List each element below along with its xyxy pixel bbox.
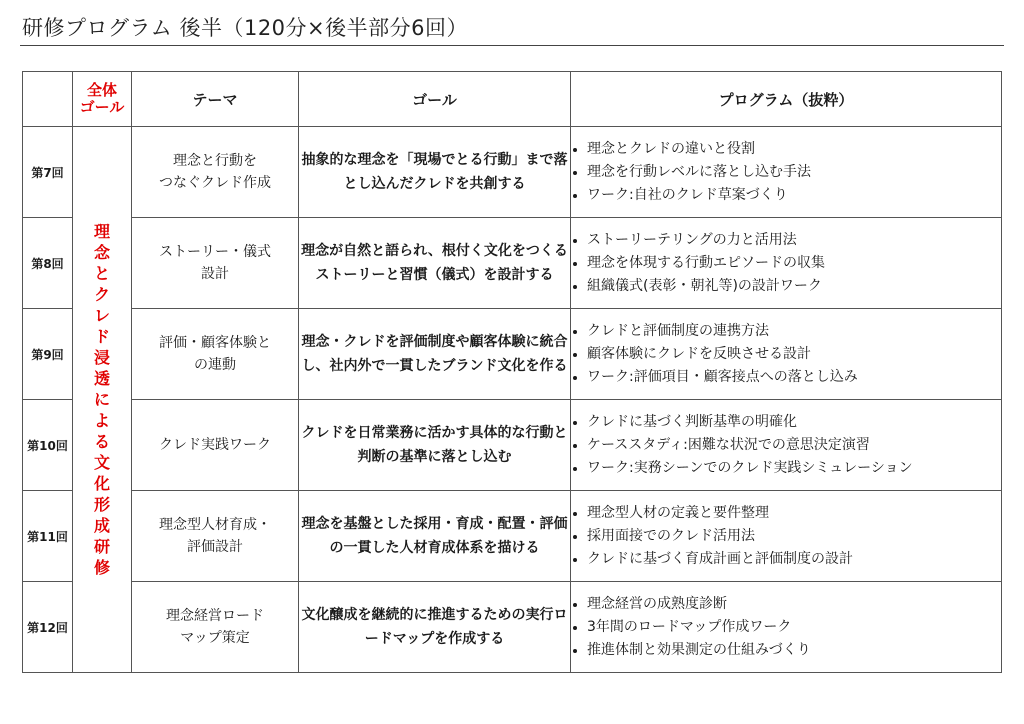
goal-cell: 理念が自然と語られ、根付く文化をつくるストーリーと習慣（儀式）を設計する: [299, 218, 571, 309]
session-number: 第7回: [23, 127, 73, 218]
program-cell: [571, 218, 1002, 309]
goal-cell: クレドを日常業務に活かす具体的な行動と判断の基準に落とし込む: [299, 400, 571, 491]
theme-cell: 理念型人材育成・ 評価設計: [132, 491, 299, 582]
program-list-item: • ワーク:実務シーンでのクレド実践シミュレーション: [587, 457, 1001, 480]
program-list-item: • ワーク:評価項目・顧客接点への落とし込み: [587, 366, 1001, 389]
overall-goal-text: 理念とクレド浸透による文化形成研修: [93, 222, 110, 577]
program-list-item: • 推進体制と効果測定の仕組みづくり: [587, 639, 1001, 662]
program-list: [571, 320, 1001, 389]
header-theme: テーマ: [132, 72, 299, 127]
program-list-item: • 理念経営の成熟度診断: [587, 593, 1001, 616]
program-list: [571, 593, 1001, 662]
program-list-item: • クレドに基づく判断基準の明確化: [587, 411, 1001, 434]
theme-cell: 理念経営ロード マップ策定: [132, 582, 299, 673]
header-overall-goal: [73, 72, 132, 127]
table-header-row: [23, 72, 1002, 127]
session-number: 第12回: [23, 582, 73, 673]
overall-goal-cell: [73, 127, 132, 673]
program-list-item: • 理念とクレドの違いと役割: [587, 138, 1001, 161]
goal-cell: 文化醸成を継続的に推進するための実行ロードマップを作成する: [299, 582, 571, 673]
program-table: [22, 71, 1002, 673]
header-session-corner: [23, 72, 73, 127]
program-list: [571, 502, 1001, 571]
program-list-item: • 理念を体現する行動エピソードの収集: [587, 252, 1001, 275]
session-number: 第10回: [23, 400, 73, 491]
page-title: 研修プログラム 後半（120分×後半部分6回）: [22, 16, 469, 40]
session-number: 第11回: [23, 491, 73, 582]
table-row: [23, 491, 1002, 582]
program-cell: [571, 400, 1002, 491]
table-row: [23, 127, 1002, 218]
theme-cell: クレド実践ワーク: [132, 400, 299, 491]
program-list-item: • 採用面接でのクレド活用法: [587, 525, 1001, 548]
theme-cell: 評価・顧客体験と の連動: [132, 309, 299, 400]
program-list-item: • 理念を行動レベルに落とし込む手法: [587, 161, 1001, 184]
program-list-item: • ワーク:自社のクレド草案づくり: [587, 184, 1001, 207]
header-goal: ゴール: [299, 72, 571, 127]
goal-cell: 理念・クレドを評価制度や顧客体験に統合し、社内外で一貫したブランド文化を作る: [299, 309, 571, 400]
goal-cell: 理念を基盤とした採用・育成・配置・評価の一貫した人材育成体系を描ける: [299, 491, 571, 582]
program-cell: [571, 127, 1002, 218]
program-list-item: • クレドと評価制度の連携方法: [587, 320, 1001, 343]
goal-cell: 抽象的な理念を「現場でとる行動」まで落とし込んだクレドを共創する: [299, 127, 571, 218]
program-list: [571, 411, 1001, 480]
program-list: [571, 229, 1001, 298]
header-program: プログラム（抜粋）: [571, 72, 1002, 127]
program-list-item: • ストーリーテリングの力と活用法: [587, 229, 1001, 252]
program-cell: [571, 491, 1002, 582]
header-overall-goal-label: 全体 ゴール: [79, 81, 125, 116]
session-number: 第8回: [23, 218, 73, 309]
table-row: [23, 400, 1002, 491]
program-list-item: • 理念型人材の定義と要件整理: [587, 502, 1001, 525]
session-number: 第9回: [23, 309, 73, 400]
program-list-item: • 組織儀式(表彰・朝礼等)の設計ワーク: [587, 275, 1001, 298]
program-list-item: • 顧客体験にクレドを反映させる設計: [587, 343, 1001, 366]
program-cell: [571, 309, 1002, 400]
theme-cell: 理念と行動を つなぐクレド作成: [132, 127, 299, 218]
program-list-item: • ケーススタディ:困難な状況での意思決定演習: [587, 434, 1001, 457]
program-list-item: • クレドに基づく育成計画と評価制度の設計: [587, 548, 1001, 571]
program-cell: [571, 582, 1002, 673]
program-list-item: • 3年間のロードマップ作成ワーク: [587, 616, 1001, 639]
table-row: [23, 218, 1002, 309]
table-row: [23, 309, 1002, 400]
table-body: [23, 127, 1002, 673]
table-row: [23, 582, 1002, 673]
theme-cell: ストーリー・儀式 設計: [132, 218, 299, 309]
title-underline: [20, 45, 1004, 46]
program-list: [571, 138, 1001, 207]
